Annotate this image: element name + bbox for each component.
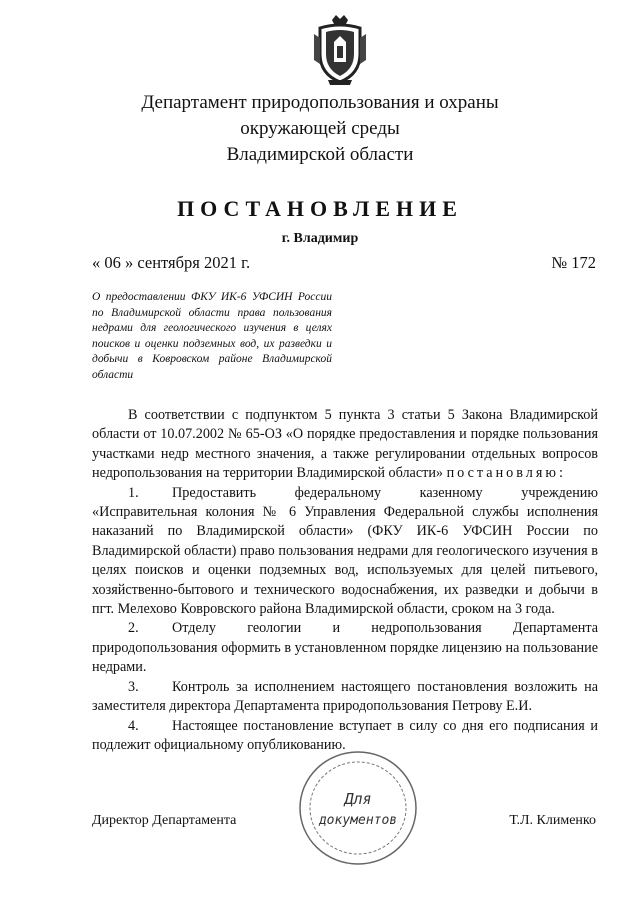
department-name-line-2: окружающей среды	[240, 118, 400, 139]
seal-stamp	[296, 748, 420, 868]
item-number: 3.	[128, 678, 139, 695]
stamp-line-1: Для	[344, 790, 372, 808]
item-text: Настоящее постановление вступает в силу со дня его подписания и подлежит официальному опубликованию.	[92, 717, 598, 753]
document-city: г. Владимир	[281, 231, 359, 246]
item-number: 2.	[128, 620, 139, 637]
item-text: Предоставить федеральному казенному учреждению «Исправительная колония № 6 Управления Федеральной службы исполнения наказаний по Владимирской области» (ФКУ ИК-6 УФСИН России по Владимирской области) право пользования недрами для геологического изучения в целях поисков и оценки подземных вод, используемых для целей питьевого, хозяйственно-бытового и технического водоснабжения, их разведки и добычи в пгт. Мелехово Ковровского района Владимирской области, сроком на 3 года.	[92, 484, 598, 618]
document-subject: О предоставлении ФКУ ИК-6 УФСИН России по Владимирской области права пользования недрами для геологического изучения в целях поисков и оценки подземных вод, их разведки и добычи в Ковровском районе Владимирской области	[92, 291, 332, 381]
preamble-text: В соответствии с подпунктом 5 пункта 3 статьи 5 Закона Владимирской области от 10.07.2002 № 65-ОЗ «О порядке предоставления и порядке пользования участками недр местного значения, а также регулировании отдельных вопросов недропользования на территории Владимирской области»	[92, 407, 598, 482]
signatory-name: Т.Л. Клименко	[509, 813, 596, 828]
list-item	[92, 484, 598, 620]
item-text: Отделу геологии и недропользования Департамента природопользования оформить в установленном порядке лицензию на пользование недрами.	[92, 620, 598, 676]
document-body	[92, 406, 598, 755]
stamp-line-2: документов	[318, 813, 398, 828]
list-item	[92, 619, 598, 677]
list-item	[92, 678, 598, 717]
item-number: 1.	[128, 484, 139, 501]
department-name-line-1: Департамент природопользования и охраны	[141, 92, 499, 113]
document-title: ПОСТАНОВЛЕНИЕ	[177, 196, 463, 221]
department-name-line-3: Владимирской области	[226, 144, 414, 165]
item-number: 4.	[128, 717, 139, 734]
preamble-paragraph	[92, 406, 598, 484]
signatory-position: Директор Департамента	[92, 813, 237, 828]
item-text: Контроль за исполнением настоящего постановления возложить на заместителя директора Департамента природопользования Петрову Е.И.	[92, 678, 598, 715]
decree-word: постановляю:	[446, 465, 566, 482]
coat-of-arms-emblem	[310, 14, 370, 86]
document-date: « 06 » сентября 2021 г.	[92, 253, 251, 272]
document-number: № 172	[551, 253, 596, 272]
